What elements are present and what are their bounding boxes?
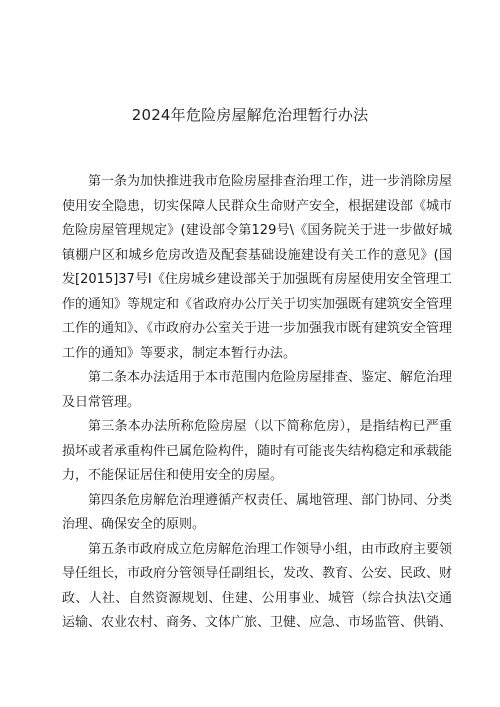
paragraph-article-3: 第三条本办法所称危险房屋（以下简称危房），是指结构已严重损坏或者承重构件已属危险构件，随时有可能丧失结构稳定和承载能力，不能保证居住和使用安全的房屋。 — [62, 419, 453, 483]
paragraph-article-2: 第二条本办法适用于本市范围内危险房屋排查、鉴定、解危治理及日常管理。 — [62, 370, 453, 410]
paragraph-article-1: 第一条为加快推进我市危险房屋排查治理工作，进一步消除房屋使用安全隐患，切实保障人民群众生命财产安全，根据建设部《城市危险房屋管理规定》(建设部令第129号\《国务院关于进一步做好城镇棚户区和城乡危房改造及配套基础设施建设有关工作的意见》(国发[2015]37号I《住房城乡建设部关于加强既有房屋使用安全管理工作的通知》等规定和《省政府办公厅关于切实加强既有建筑安全管理工作的通知》、《市政府办公室关于进一步加强我市既有建筑安全管理工作的通知》等要求，制定本暂行办法。 — [62, 174, 453, 361]
document-body — [62, 170, 452, 636]
paragraph-article-5: 第五条市政府成立危房解危治理工作领导小组，由市政府主要领导任组长，市政府分管领导任副组长，发改、教育、公安、民政、财政、人社、自然资源规划、住建、公用事业、城管（综合执法\交通运输、农业农村、商务、文体广旅、卫健、应急、市场监管、供销、 — [62, 541, 453, 630]
document-title: 2024年危险房屋解危治理暂行办法 — [131, 106, 369, 124]
paragraph-article-4: 第四条危房解危治理遵循产权责任、属地管理、部门协同、分类治理、确保安全的原则。 — [62, 492, 453, 532]
